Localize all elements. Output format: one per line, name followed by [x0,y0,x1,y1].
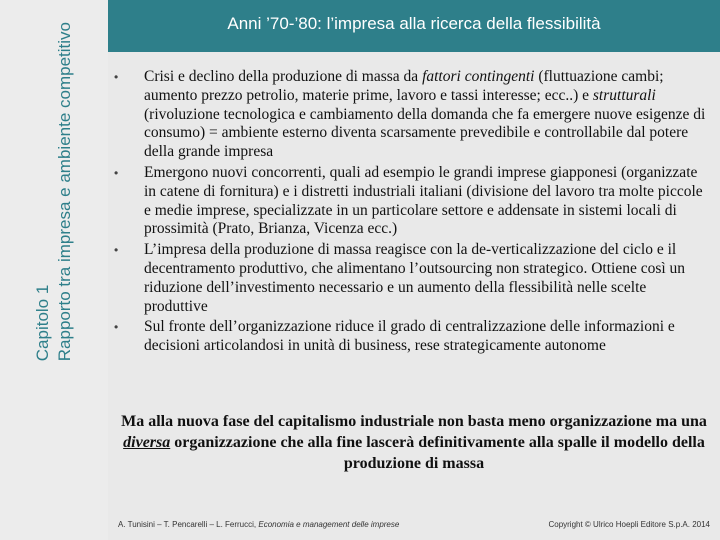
bullet-item [108,241,720,316]
bullet-item [108,68,720,162]
chapter-heading-text [32,22,76,361]
bullet-text: L’impresa della produzione di massa reagisce con la de-verticalizzazione del ciclo e il decentramento produttivo, che alimentano l’outsourcing non strategico. Ottiene così un riduzione dell’investimento necessario e un aumento della flessibilità nelle scelte produttive [144,241,686,315]
bullet-emphasis: fattori contingenti [422,68,535,85]
bullet-item [108,318,720,356]
bullet-text: Emergono nuovi concorrenti, quali ad esempio le grandi imprese giapponesi (organizzate in catene di fornitura) e i distretti industriali italiani (divisione del lavoro tra molte piccole e medie imprese, specializzate in un particolare settore e addensate in sistemi locali di prossimità (Prato, Brianza, Vicenza ecc.) [144,163,703,238]
bullet-emphasis: strutturali [592,86,656,104]
bullet-text: Sul fronte dell’organizzazione riduce il grado di centralizzazione delle informazioni e decisioni articolandosi in unità di business, rese strategicamente autonome [144,318,675,355]
bullet-item [108,164,720,239]
conclusion-emphasis: diversa [123,434,171,451]
slide-content [108,52,720,540]
slide-header [108,0,720,52]
footer-copyright: Copyright © Ulrico Hoepli Editore S.p.A. 2014 [548,520,710,529]
bullet-text: Crisi e declino della produzione di massa da [144,68,423,85]
chapter-heading [16,22,92,518]
bullet-marker: • [114,70,119,84]
chapter-label: Capitolo 1 [33,284,52,362]
footer-authors: A. Tunisini – T. Pencarelli – L. Ferrucci, [118,520,259,529]
slide-title: Anni ’70-’80: l’impresa alla ricerca della flessibilità [227,14,601,33]
bullet-marker: • [114,243,119,258]
footer-book-title: Economia e management delle imprese [258,520,400,529]
bullet-list [108,68,720,358]
sidebar [0,0,108,540]
conclusion-text [114,411,714,474]
footer-citation [118,520,399,529]
conclusion-before: Ma alla nuova fase del capitalismo industriale non basta meno organizzazione ma una [121,413,707,430]
conclusion-after: organizzazione che alla fine lascerà definitivamente alla spalle il modello della produzione di massa [170,434,705,472]
bullet-text: (rivoluzione tecnologica e cambiamento della domanda che fa emergere nuove esigenze di consumo) = ambiente esterno diventa scarsamente prevedibile e controllabile dal potere della grande impresa [144,105,706,161]
bullet-marker: • [114,165,119,180]
bullet-text: (fluttuazione cambi; aumento prezzo petrolio, materie prime, lavoro e tassi interesse; ecc..) e [144,68,664,104]
chapter-subtitle: Rapporto tra impresa e ambiente competitivo [55,22,74,362]
bullet-marker: • [114,320,119,335]
